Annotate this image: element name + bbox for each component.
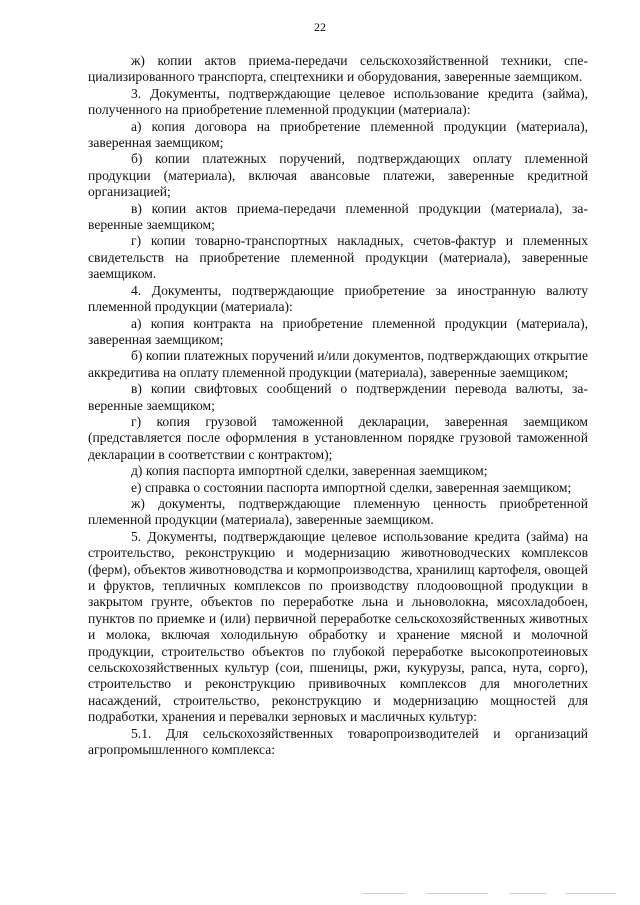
paragraph: 4. Документы, подтверждающие приобретение за иностранную валюту племенной продукции (материала): [88, 282, 588, 315]
paragraph: а) копия договора на приобретение племенной продукции (материала), заверенная заемщиком; [88, 118, 588, 151]
paragraph: 3. Документы, подтверждающие целевое использование кредита (займа), полученного на приобретение племенной продукции (материала): [88, 85, 588, 118]
paragraph: е) справка о состоянии паспорта импортной сделки, заверенная заемщиком; [131, 479, 572, 495]
paragraph: 5.1. Для сельскохозяйственных товаропроизводителей и организаций агропромышленного комплекса: [88, 725, 588, 758]
document-body [88, 53, 588, 758]
paragraph: а) копия контракта на приобретение племенной продукции (материала), заверенная заемщиком; [88, 315, 588, 347]
paragraph: г) копия грузовой таможенной декларации, заверенная заемщиком (представляется после оформления в установленном порядке грузовой таможенной декларации в соответствии с контрактом); [88, 413, 588, 462]
paragraph: г) копии товарно-транспортных накладных, счетов-фактур и племенных свидетельств на приобретение племенной продукции (материала), заверенные заемщиком. [88, 233, 588, 282]
page-number: 22 [314, 20, 326, 34]
paragraph: в) копии актов приема-передачи племенной продукции (материала), заверенные заемщиком; [88, 200, 588, 233]
paragraph: д) копия паспорта импортной сделки, заверенная заемщиком; [131, 463, 488, 479]
scan-artifact-marks [0, 893, 640, 897]
paragraph: ж) документы, подтверждающие племенную ценность приобретенной племенной продукции (материала), заверенные заемщиком. [88, 495, 588, 528]
paragraph: б) копии платежных поручений и/или документов, подтверждающих открытие аккредитива на оплату племенной продукции (материала), заверенные заемщиком; [88, 348, 588, 380]
paragraph: ж) копии актов приема-передачи сельскохозяйственной техники, специализированного транспорта, спецтехники и оборудования, заверенные заемщиком. [88, 53, 588, 85]
paragraph: в) копии свифтовых сообщений о подтверждении перевода валюты, заверенные заемщиком; [88, 381, 588, 413]
paragraph: 5. Документы, подтверждающие целевое использование кредита (займа) на строительство, реконструкцию и модернизацию животноводческих комплексов (ферм), объектов животноводства и кормопроизводства, хранилищ картофеля, овощей и фруктов, тепличных комплексов по производству плодоовощной продукции в закрытом грунте, объектов по переработке льна и льноволокна, мясохладобоен, пунктов по приемке и (или) первичной переработке сельскохозяйственных животных и молока, включая холодильную обработку и хранение мясной и молочной продукции, строительство объектов по глубокой переработке высокопротеиновых сельскохозяйственных культур (сои, пшеницы, ржи, кукурузы, рапса, нута, сорго), строительство и реконструкцию прививочных комплексов для многолетних насаждений, строительство, реконструкцию и модернизацию мощностей для подработки, хранения и перевалки зерновых и масличных культур: [88, 528, 588, 725]
paragraph: б) копии платежных поручений, подтверждающих оплату племенной продукции (материала), включая авансовые платежи, заверенные кредитной организацией; [88, 151, 588, 200]
